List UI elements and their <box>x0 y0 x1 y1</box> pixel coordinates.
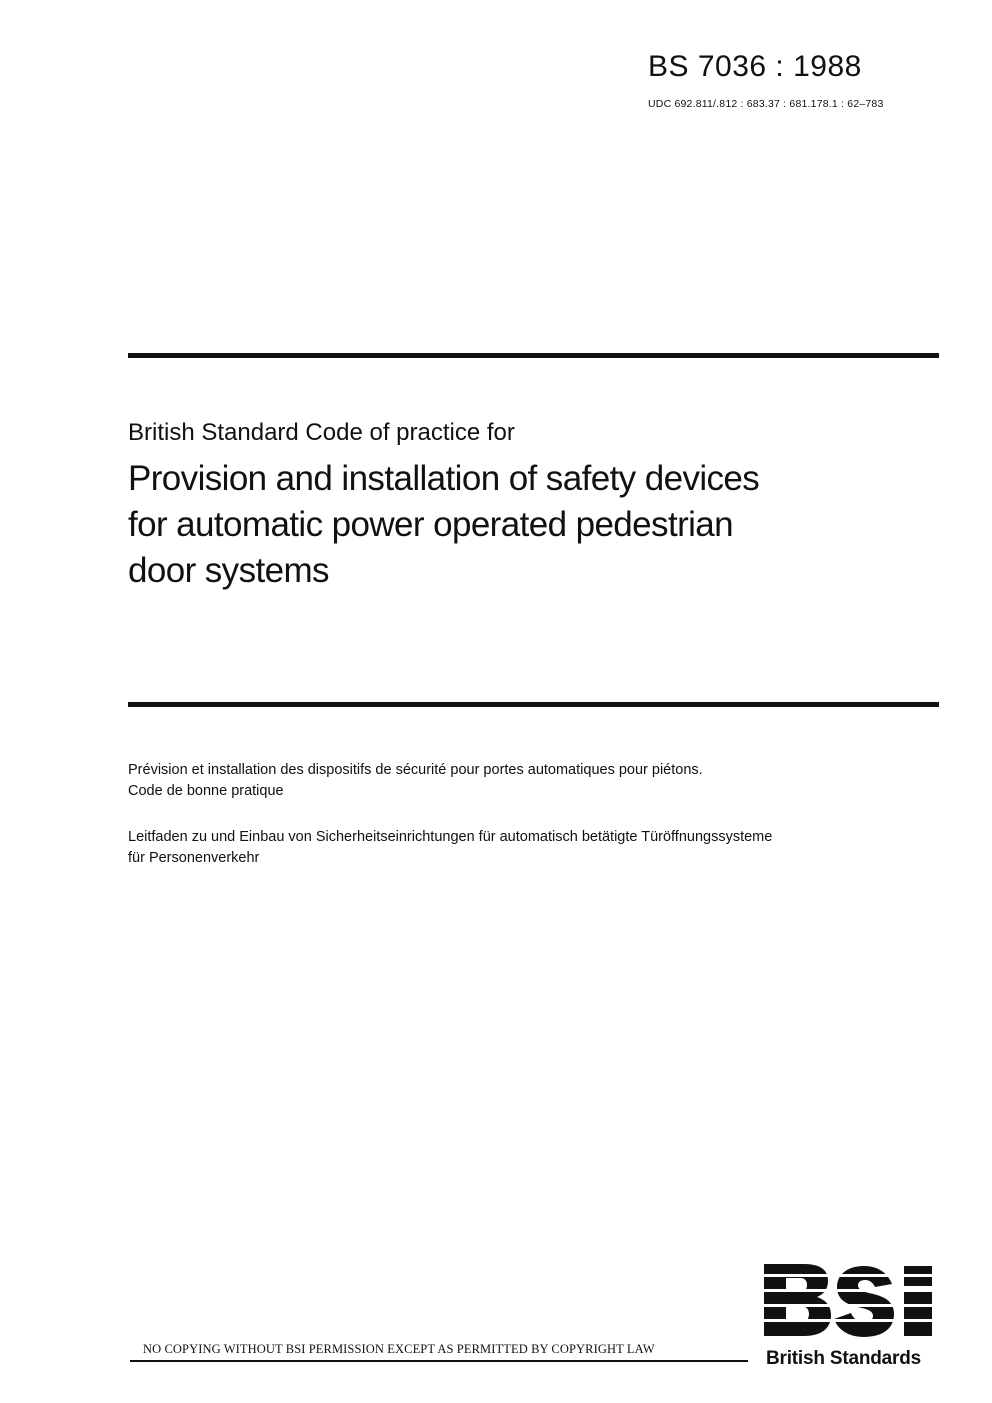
top-rule <box>128 353 939 358</box>
bsi-logo <box>764 1262 944 1338</box>
british-standards-caption: British Standards <box>766 1348 921 1369</box>
main-title-line: Provision and installation of safety devices <box>128 459 760 498</box>
bottom-rule <box>128 702 939 707</box>
copyright-notice: NO COPYING WITHOUT BSI PERMISSION EXCEPT AS PERMITTED BY COPYRIGHT LAW <box>143 1342 655 1356</box>
standard-number: BS 7036 : 1988 <box>648 50 862 83</box>
main-title <box>128 456 888 594</box>
main-title-line: for automatic power operated pedestrian <box>128 505 734 544</box>
udc-classification: UDC 692.811/.812 : 683.37 : 681.178.1 : 62–783 <box>648 98 884 110</box>
german-title <box>128 827 772 869</box>
french-title-line: Code de bonne pratique <box>128 783 284 799</box>
french-title-line: Prévision et installation des dispositifs de sécurité pour portes automatiques pour piétons. <box>128 762 703 778</box>
copyright-rule <box>130 1360 748 1362</box>
main-title-line: door systems <box>128 551 329 590</box>
code-of-practice-line: British Standard Code of practice for <box>128 419 515 446</box>
german-title-line: für Personenverkehr <box>128 850 260 866</box>
german-title-line: Leitfaden zu und Einbau von Sicherheitseinrichtungen für automatisch betätigte Türöffnungssysteme <box>128 829 773 845</box>
french-title <box>128 760 703 802</box>
